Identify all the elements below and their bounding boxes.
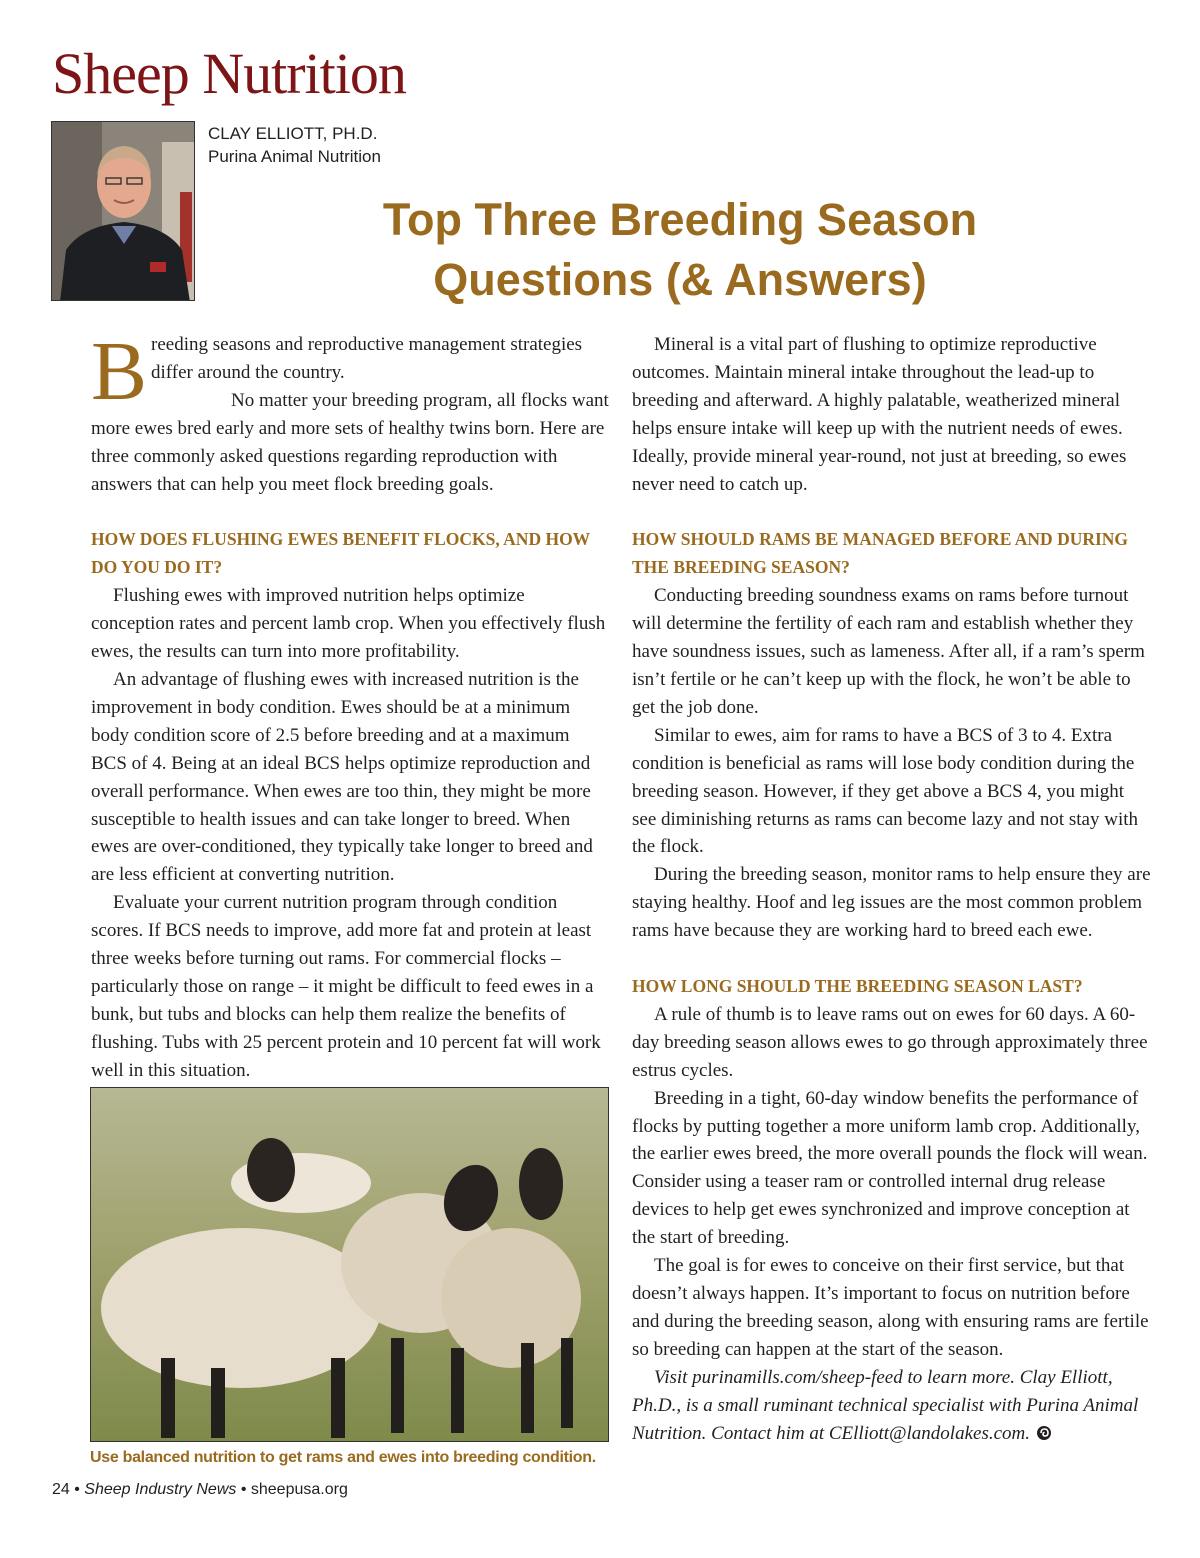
headline-line-1: Top Three Breeding Season (382, 194, 978, 245)
headline-line-2: Questions (& Answers) (433, 254, 927, 305)
article-headline (300, 190, 1060, 310)
sheep-photo (90, 1087, 609, 1442)
author-affiliation: Purina Animal Nutrition (208, 147, 381, 166)
body-paragraph: Flushing ewes with improved nutrition helps optimize conception rates and percent lamb crop. When you effectively flush ewes, the results can turn into more profitability. (91, 585, 606, 663)
author-name: CLAY ELLIOTT, PH.D. (208, 124, 378, 143)
website-url: sheepusa.org (250, 1481, 348, 1498)
question-heading-2: HOW SHOULD RAMS BE MANAGED BEFORE AND DURING THE BREEDING SEASON? (632, 529, 1129, 578)
question-heading-1: HOW DOES FLUSHING EWES BENEFIT FLOCKS, AND HOW DO YOU DO IT? (91, 529, 590, 578)
body-paragraph: During the breeding season, monitor rams to help ensure they are staying healthy. Hoof and leg issues are the most common problem rams have because they are working hard to breed each ewe. (632, 864, 1151, 942)
question-heading-3: HOW LONG SHOULD THE BREEDING SEASON LAST? (632, 976, 1083, 997)
closing-text: Visit purinamills.com/sheep-feed to learn more. Clay Elliott, Ph.D., is a small ruminant technical specialist with Purina Animal Nutrition. Contact him at CElliott@landolakes.com. (632, 1366, 1139, 1444)
page-number: 24 (52, 1481, 70, 1498)
intro-text: reeding seasons and reproductive management strategies differ around the country. (151, 334, 583, 383)
intro-paragraph (91, 325, 610, 418)
footer-bullet: • (236, 1481, 251, 1498)
left-column (91, 325, 610, 1085)
closing-paragraph (632, 1364, 1152, 1448)
body-paragraph: Similar to ewes, aim for rams to have a BCS of 3 to 4. Extra condition is beneficial as rams will lose body condition during the breeding season. However, if they get above a BCS 4, you might see diminishing returns as rams can become lazy and not stay with the flock. (632, 724, 1139, 858)
author-photo (51, 121, 195, 301)
body-paragraph: An advantage of flushing ewes with increased nutrition is the improvement in body condition. Ewes should be at a minimum body condition score of 2.5 before breeding and at a maximum BCS of 4. Being at an ideal BCS helps optimize reproduction and overall performance. When ewes are too thin, they might be more susceptible to health issues and can take longer to breed. When ewes are over-conditioned, they typically take longer to breed and are less efficient at converting nutrition. (91, 668, 593, 886)
body-paragraph: Mineral is a vital part of flushing to optimize reproductive outcomes. Maintain mineral intake throughout the lead-up to breeding and afterward. A highly palatable, weatherized mineral helps ensure intake will keep up with the nutrient needs of ewes. Ideally, provide mineral year-round, not just at breeding, so ewes never need to catch up. (632, 334, 1127, 495)
figure-caption: Use balanced nutrition to get rams and ewes into breeding condition. (90, 1449, 596, 1466)
author-byline (208, 122, 381, 168)
page-footer (52, 1479, 348, 1501)
sheep-photo-icon (91, 1088, 609, 1442)
body-paragraph: Conducting breeding soundness exams on rams before turnout will determine the fertility of each ram and establish whether they have soundness issues, such as lameness. After all, if a ram’s sperm isn’t fertile or he can’t keep up with the flock, he won’t be able to get the job done. (632, 585, 1145, 718)
body-paragraph: A rule of thumb is to leave rams out on ewes for 60 days. A 60-day breeding season allows ewes to go through approximately three estrus cycles. (632, 1003, 1148, 1081)
intro-paragraph-2: No matter your breeding program, all flocks want more ewes bred early and more sets of healthy twins born. Here are three commonly asked questions regarding reproduction with answers that can help you meet flock breeding goals. (91, 389, 609, 495)
section-title: Sheep Nutrition (52, 41, 406, 106)
body-paragraph: The goal is for ewes to conceive on their first service, but that doesn’t always happen. It’s important to focus on nutrition before and during the breeding season, along with ensuring rams are fertile so breeding can happen at the start of the season. (632, 1255, 1149, 1360)
magazine-name: Sheep Industry News (84, 1481, 237, 1498)
body-paragraph: Breeding in a tight, 60-day window benefits the performance of flocks by putting together a more uniform lamb crop. Additionally, the earlier ewes breed, the more overall pounds the flock will wean. Consider using a teaser ram or controlled internal drug release devices to help get ewes synchronized and improve conception at the start of breeding. (632, 1087, 1148, 1249)
drop-cap: B (91, 325, 148, 418)
footer-bullet: • (69, 1481, 85, 1498)
portrait-photo-icon (52, 122, 195, 301)
sheep-ram-icon (1036, 1425, 1052, 1441)
right-column (632, 331, 1152, 1447)
body-paragraph: Evaluate your current nutrition program through condition scores. If BCS needs to improve, add more fat and protein at least three weeks before turning out rams. For commercial flocks – particularly those on range – it might be difficult to feed ewes in a bunk, but tubs and blocks can help them realize the benefits of flushing. Tubs with 25 percent protein and 10 percent fat will work well in this situation. (91, 892, 601, 1081)
